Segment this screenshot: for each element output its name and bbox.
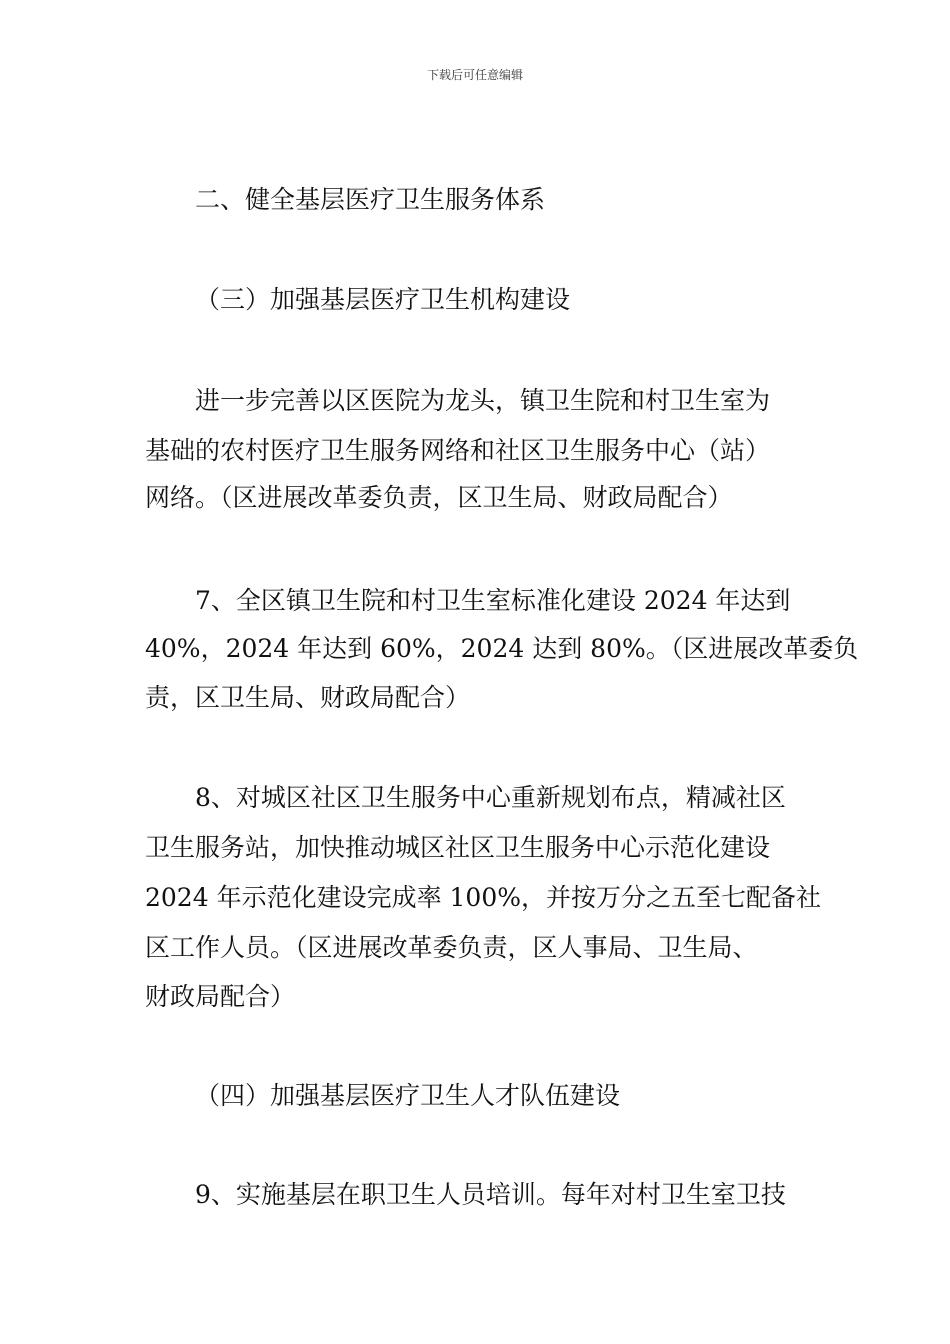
paragraph-line: 基础的农村医疗卫生服务网络和社区卫生服务中心（站） <box>145 436 771 465</box>
subsection-heading-3: （三）加强基层医疗卫生机构建设 <box>195 285 571 314</box>
item-8-line: 2024 年示范化建设完成率 100%，并按万分之五至七配备社 <box>145 883 821 912</box>
paragraph-line: 进一步完善以区医院为龙头，镇卫生院和村卫生室为 <box>195 386 771 415</box>
item-8-line: 财政局配合） <box>145 982 296 1011</box>
paragraph-line: 网络。（区进展改革委负责，区卫生局、财政局配合） <box>145 483 733 512</box>
item-7-line: 40%，2024 年达到 60%，2024 达到 80%。（区进展改革委负 <box>145 634 859 663</box>
header-note: 下载后可任意编辑 <box>426 68 523 82</box>
subsection-heading-4: （四）加强基层医疗卫生人才队伍建设 <box>195 1081 621 1110</box>
item-9-line: 9、实施基层在职卫生人员培训。每年对村卫生室卫技 <box>195 1180 786 1209</box>
item-7-line: 责，区卫生局、财政局配合） <box>145 683 471 712</box>
item-8-line: 8、对城区社区卫生服务中心重新规划布点，精减社区 <box>195 783 786 812</box>
item-8-line: 卫生服务站，加快推动城区社区卫生服务中心示范化建设 <box>145 833 771 862</box>
item-8-line: 区工作人员。（区进展改革委负责，区人事局、卫生局、 <box>145 933 758 962</box>
section-title: 二、健全基层医疗卫生服务体系 <box>195 185 546 214</box>
item-7-line: 7、全区镇卫生院和村卫生室标准化建设 2024 年达到 <box>195 586 791 615</box>
